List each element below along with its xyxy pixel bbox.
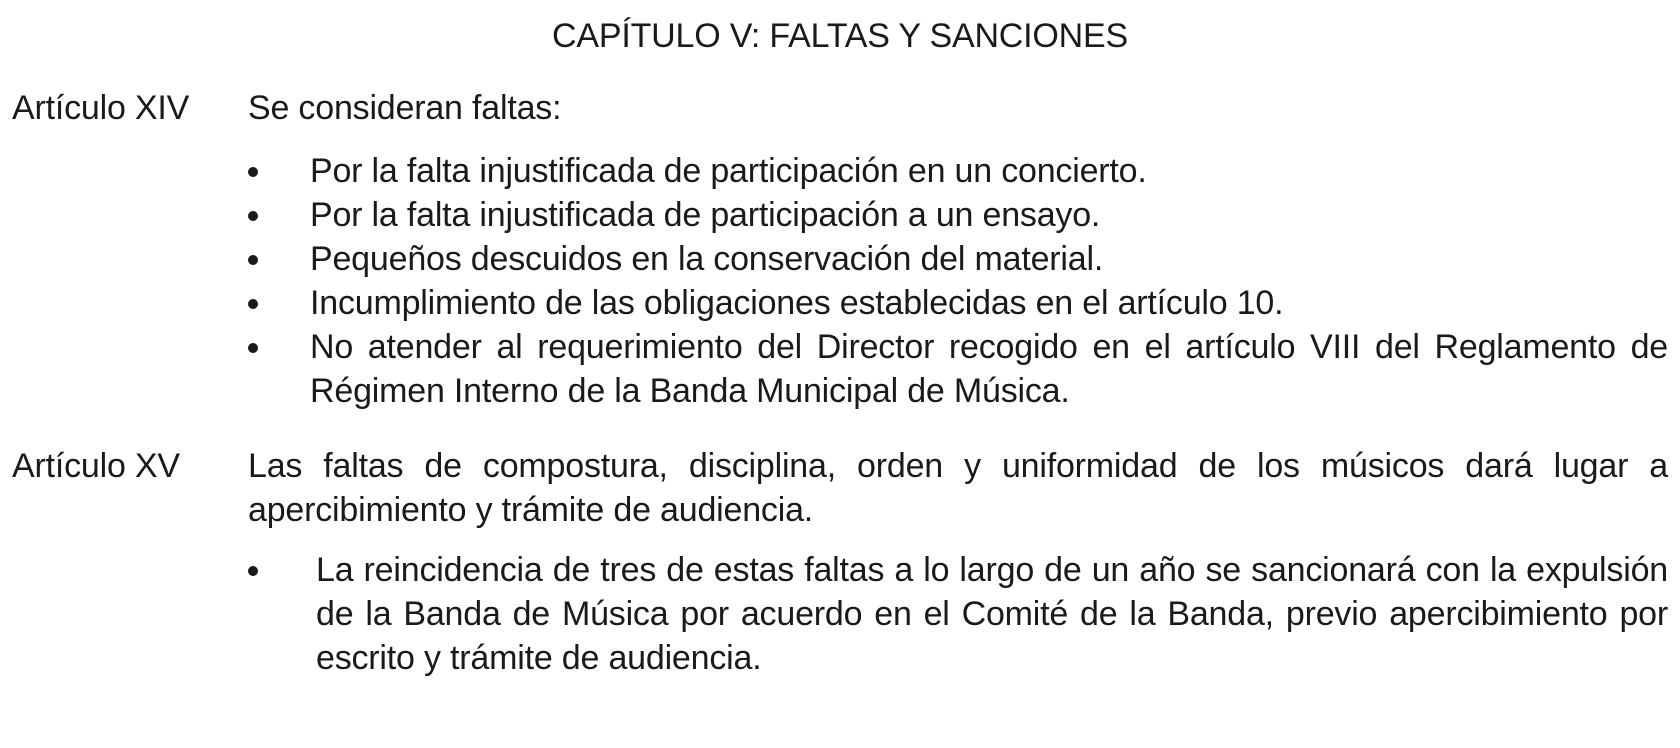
list-item [248,149,1668,193]
list-item [248,548,1668,680]
article-label: Artículo XV [12,447,180,485]
list-item-text: Incumplimiento de las obligaciones establecidas en el artículo 10. [310,284,1284,322]
bullet-icon [248,299,258,309]
article-body [248,86,1668,413]
list-item [248,325,1668,413]
bullet-icon [248,255,258,265]
article-intro: Las faltas de compostura, disciplina, orden y uniformidad de los músicos dará lugar a apercibimiento y trámite de audiencia. [248,447,1668,529]
list-item-text: Por la falta injustificada de participación en un concierto. [310,152,1147,190]
list-item-text: Pequeños descuidos en la conservación del material. [310,240,1104,278]
list-item [248,237,1668,281]
bullet-icon [248,343,258,353]
bullet-list [248,149,1668,413]
bullet-icon [248,211,258,221]
article-label: Artículo XIV [12,89,190,127]
list-item-text: Por la falta injustificada de participación a un ensayo. [310,196,1101,234]
list-item [248,193,1668,237]
bullet-list [248,548,1668,680]
bullet-icon [248,566,258,576]
article-body [248,444,1668,680]
list-item [248,281,1668,325]
list-item-text: La reincidencia de tres de estas faltas a lo largo de un año se sancionará con la expulsión de la Banda de Música por acuerdo en el Comité de la Banda, previo apercibimiento por escrito y trámite de audiencia. [316,551,1668,677]
article-intro: Se consideran faltas: [248,89,562,127]
bullet-icon [248,167,258,177]
list-item-text: No atender al requerimiento del Director recogido en el artículo VIII del Reglamento de Régimen Interno de la Banda Municipal de Música. [310,328,1668,410]
chapter-title: CAPÍTULO V: FALTAS Y SANCIONES [552,17,1128,55]
